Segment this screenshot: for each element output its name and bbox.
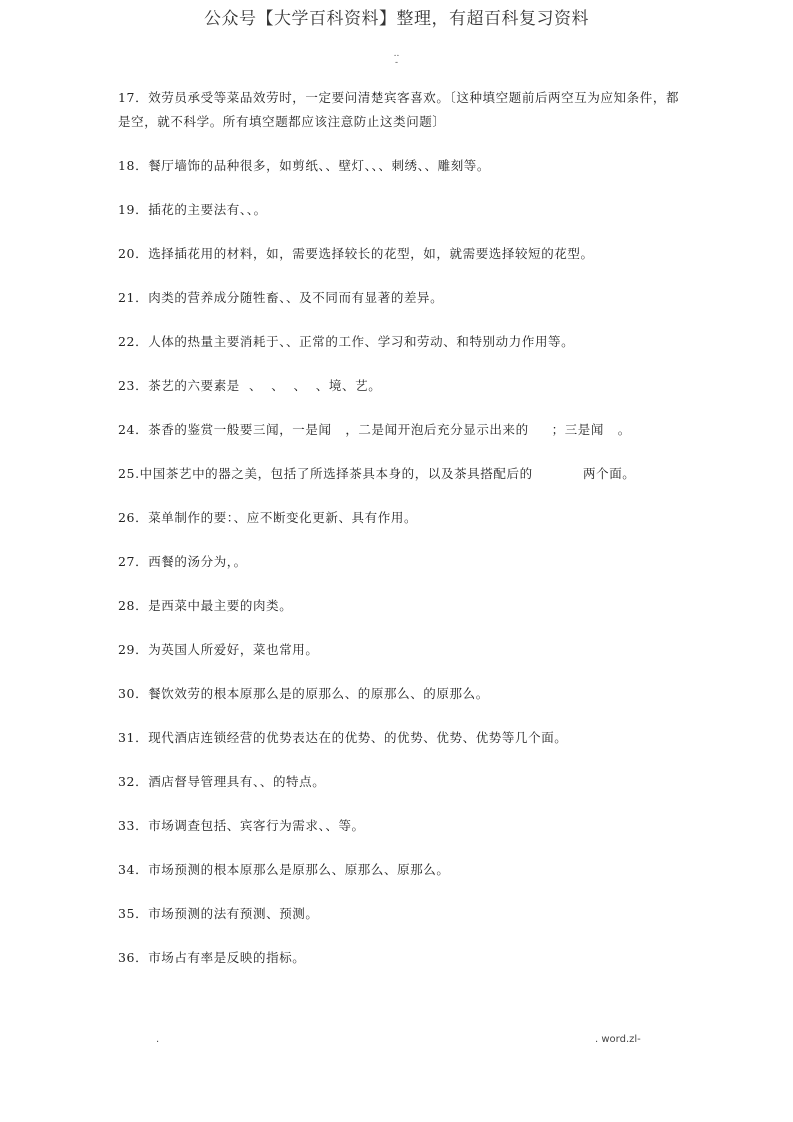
question-26: 26．菜单制作的要：、应不断变化更新、具有作用。 (118, 510, 418, 525)
question-33: 33．市场调查包括、宾客行为需求、、等。 (118, 818, 365, 833)
header-mark-bottom: - (394, 58, 399, 68)
footer-left-mark: . (156, 1034, 160, 1045)
question-28: 28．是西菜中最主要的肉类。 (118, 598, 293, 613)
header-banner: 公众号【大学百科资料】整理，有超百科复习资料 (204, 9, 589, 29)
header-mark-top: .. (393, 49, 400, 59)
footer-right-mark: . word.zl- (595, 1034, 641, 1045)
question-31: 31．现代酒店连锁经营的优势表达在的优势、的优势、优势、优势等几个面。 (118, 730, 568, 745)
question-24: 24．茶香的鉴赏一般要三闻，一是闻 ，二是闻开泡后充分显示出来的 ；三是闻 。 (118, 422, 631, 437)
question-36: 36．市场占有率是反映的指标。 (118, 950, 306, 965)
question-22: 22．人体的热量主要消耗于、、正常的工作、学习和劳动、和特别动力作用等。 (118, 334, 575, 349)
question-27: 27．西餐的汤分为，。 (118, 554, 247, 569)
question-20: 20．选择插花用的材料，如，需要选择较长的花型，如，就需要选择较短的花型。 (118, 246, 594, 261)
question-30: 30．餐饮效劳的根本原那么是的原那么、的原那么、的原那么。 (118, 686, 489, 701)
question-35: 35．市场预测的法有预测、预测。 (118, 906, 319, 921)
question-18: 18．餐厅墙饰的品种很多，如剪纸、、壁灯、、、刺绣、、雕刻等。 (118, 158, 491, 173)
question-32: 32．酒店督导管理具有、、的特点。 (118, 774, 326, 789)
question-29: 29．为英国人所爱好，菜也常用。 (118, 642, 319, 657)
question-23: 23．茶艺的六要素是 、 、 、 、境、艺。 (118, 378, 382, 393)
question-34: 34．市场预测的根本原那么是原那么、原那么、原那么。 (118, 862, 450, 877)
header-marks (0, 50, 793, 68)
question-list (118, 86, 680, 990)
question-17: 17．效劳员承受等菜品效劳时，一定要问清楚宾客喜欢。〔这种填空题前后两空互为应知条件，都是空，就不科学。所有填空题都应该注意防止这类问题〕 (118, 90, 680, 129)
question-25: 25.中国茶艺中的器之美，包括了所选择茶具本身的，以及茶具搭配后的 两个面。 (118, 466, 636, 481)
question-21: 21．肉类的营养成分随牲畜、、及不同而有显著的差异。 (118, 290, 444, 305)
question-19: 19．插花的主要法有、、。 (118, 202, 267, 217)
